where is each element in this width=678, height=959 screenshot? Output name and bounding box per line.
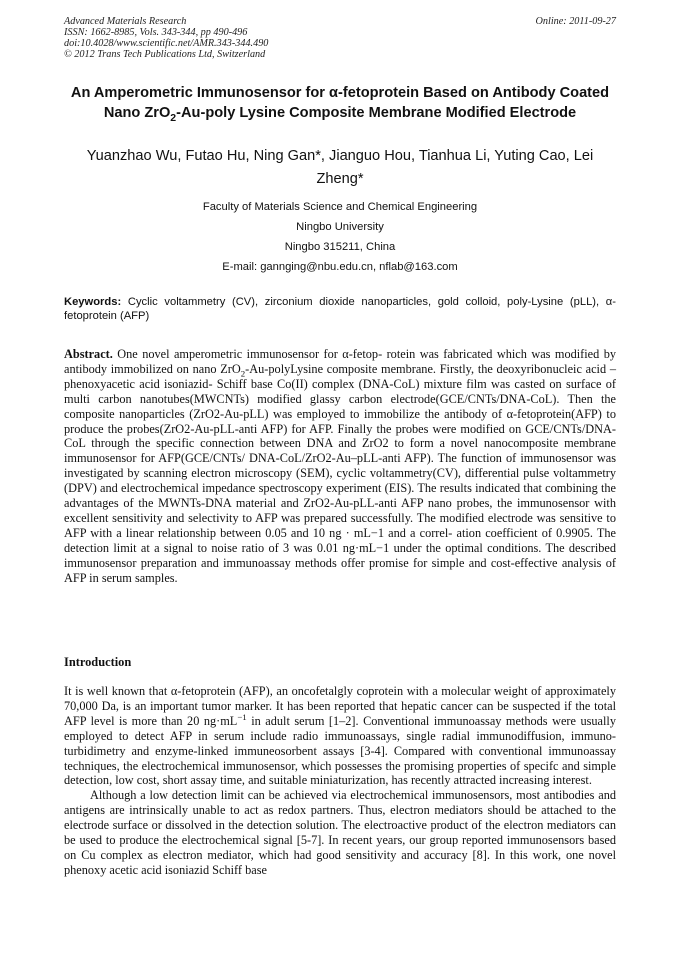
affiliation-city: Ningbo 315211, China (284, 241, 396, 253)
affiliation-block (64, 197, 616, 277)
journal-issn: ISSN: 1662-8985, Vols. 343-344, pp 490-496 (64, 27, 248, 38)
title-part1: An Amperometric Immunosensor for α-fetoprotein Based on Antibody Coated Nano ZrO (70, 85, 610, 121)
title-subscript: 2 (170, 111, 177, 124)
title-part2: -Au-poly Lysine Composite Membrane Modified Electrode (176, 105, 577, 121)
journal-doi: doi:10.4028/www.scientific.net/AMR.343-344.490 (64, 38, 269, 49)
keywords-text: Cyclic voltammetry (CV), zirconium dioxide nanoparticles, gold colloid, poly-Lysine (pLL), α-fetoprotein (AFP) (64, 296, 616, 322)
introduction-body (64, 684, 616, 878)
abstract-subscript: 2 (240, 368, 246, 379)
intro-p1-part1: It is well known that α-fetoprotein (AFP), an oncofetalgly coprotein with a molecular weight of approximately 70,000 Da, is an important tumor marker. It has been reported that hepatic cancer can be suspected if the total AFP level is more than 20 ng·mL (64, 684, 616, 728)
abstract-text-part2: -Au-polyLysine composite membrane. Firstly, the deoxyribonucleic acid – phenoxyacetic acid isoniazid- Schiff base Co(II) complex (DNA-CoL) mixture film was casted on surface of multi carbon nanotubes(MWCNTs) modified glassy carbon electrode(GCE/CNTs/DNA-CoL). Then the composite nanoparticles (ZrO2-Au-pLL) was employed to immobilize the antibody of α-fetoprotein(AFP) to produce the probes(ZrO2-Au-pLL-anti AFP) for AFP. Finally the probes were modified on GCE/CNTs/DNA-CoL through the specific connection between DNA and ZrO2 to form a novel nanocomposite membrane immunosensor for AFP(GCE/CNTs/ DNA-CoL/ZrO2-Au–pLL-anti AFP). The function of immunosensor was investigated by scanning electron microscopy (SEM), cyclic voltammetry(CV), differential pulse voltammetry (DPV) and electrochemical impedance spectroscopy experiment (EIS). The results indicated that combining the advantages of the MWNTs-DNA material and ZrO2-Au-pLL-anti AFP nano probes, the immunosensor with excellent sensitivity and selectivity to AFP was prepared successfully. The modified electrode was sensitive to AFP with a linear relationship between 0.05 and 10 ng · mL−1 and a correl- ation coefficient of 0.9905. The detection limit at a signal to noise ratio of 3 was 0.01 ng·mL−1 under the optimal conditions. The described immunosensor preparation and immunoassay methods offer promise for simple and cost-effective analysis of AFP in serum samples. (64, 361, 616, 585)
intro-paragraph-2: Although a low detection limit can be achieved via electrochemical immunosensors, most antibodies and antigens are intrinsically unable to act as redox partners. Thus, electron mediators should be attached to the electrode surface or dissolved in the detection solution. The electroactive product of the electron mediators can be used to produce the electrochemical signal [5-7]. In recent years, our group reported immunosensors based on Cu complex as electron mediator, which had good sensitivity and accuracy [8]. In this work, one novel phenoxy acetic acid isoniazid Schiff base (64, 788, 616, 877)
paper-title (64, 83, 616, 123)
journal-header (64, 16, 616, 60)
intro-p1-superscript: −1 (237, 711, 247, 722)
journal-copyright: © 2012 Trans Tech Publications Ltd, Switzerland (64, 49, 266, 60)
intro-p1-part2: in adult serum [1–2]. Conventional immunoassay methods were usually employed to detect AFP in serum include radio immunoassays, single radial immunodiffusion, immuno-turbidimetry and enzyme-linked immuneosorbent assays [3-4]. Compared with conventional immunoassay techniques, the electrochemical immunosensor, which possesses the promising properties of specifc and simple detection, low cost, short assay time, and suitable miniaturization, has recently attracted increasing interest. (64, 713, 616, 788)
online-date: Online: 2011-09-27 (535, 16, 616, 27)
keywords-label: Keywords: (64, 296, 122, 308)
keywords-block (64, 295, 616, 323)
journal-name: Advanced Materials Research (64, 16, 187, 27)
author-list: Yuanzhao Wu, Futao Hu, Ning Gan*, Jianguo Hou, Tianhua Li, Yuting Cao, Lei Zheng* (86, 148, 594, 187)
abstract-label: Abstract. (64, 347, 113, 361)
affiliation-university: Ningbo University (296, 221, 384, 233)
intro-paragraph-1 (64, 684, 616, 788)
section-heading-introduction: Introduction (64, 655, 132, 669)
affiliation-faculty: Faculty of Materials Science and Chemical Engineering (202, 201, 478, 213)
abstract-text-part1: One novel amperometric immunosensor for α-fetop- rotein was fabricated which was modified by antibody immobilized on nano ZrO (64, 347, 616, 376)
affiliation-email: E-mail: gannging@nbu.edu.cn, nflab@163.com (222, 261, 458, 273)
abstract-block (64, 347, 616, 586)
